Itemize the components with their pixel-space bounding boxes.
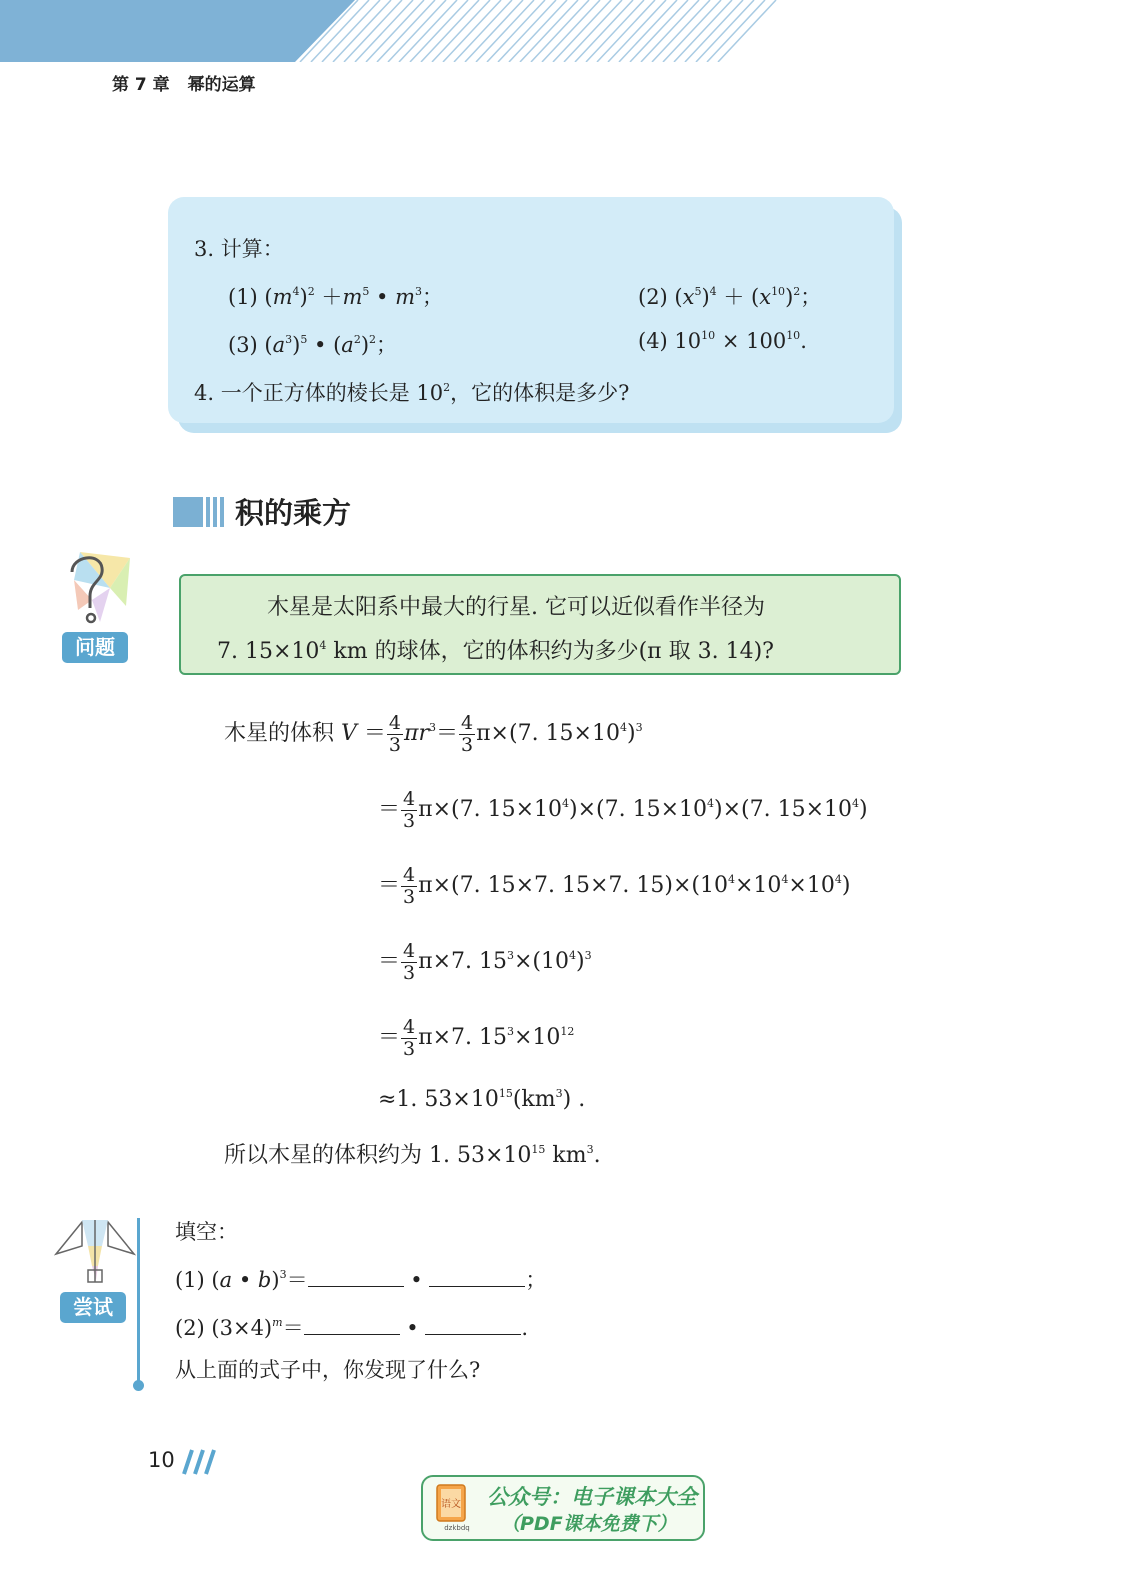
watermark-line-2: （PDF课本免费下） (501, 1513, 677, 1535)
problem-line-2: 7. $15\times 10^4$ km 的球体，它的体积约为多少(π 取 3. 14)? (217, 639, 774, 664)
page-number-slashes (174, 1448, 216, 1476)
chapter-number: 第 7 章 (112, 75, 170, 95)
header-stripe (487, 0, 545, 62)
solution-conclusion: 所以木星的体积约为 1. $53\times 10^{15}$ $km^3$. (224, 1143, 601, 1168)
header-stripe (399, 0, 457, 62)
header-stripes-graphic (0, 0, 1128, 62)
problem-line-1: 木星是太阳系中最大的行星. 它可以近似看作半径为 (267, 595, 765, 620)
book-badge-subtext: dzkbdq (444, 1524, 470, 1532)
try-label: 尝试 (60, 1292, 126, 1323)
header-stripe (674, 0, 732, 62)
fraction-four-thirds: $\frac{4}{3}$ (403, 1015, 416, 1060)
answer-blank[interactable] (425, 1316, 521, 1335)
exercise-3-label: 3. 计算： (194, 237, 284, 261)
header-stripe (575, 0, 633, 62)
header-stripe (432, 0, 490, 62)
try-section-rule (137, 1218, 140, 1386)
header-stripe (564, 0, 622, 62)
section-title: 积的乘方 (235, 496, 352, 530)
answer-blank[interactable] (429, 1268, 525, 1287)
fraction-four-thirds: $\frac{4}{3}$ (403, 787, 416, 832)
exercise-4: 4. 一个正方体的棱长是 $10^2$，它的体积是多少? (194, 381, 630, 405)
page-number: 10 (148, 1448, 175, 1472)
section-marker-block (173, 497, 203, 527)
header-stripe (707, 0, 765, 62)
watermark-badge (421, 1475, 705, 1541)
chapter-title: 幂的运算 (187, 75, 256, 95)
header-stripe (355, 0, 413, 62)
header-stripe (476, 0, 534, 62)
watermark-line-1: 公众号：电子课本大全 (487, 1485, 697, 1509)
header-stripe (696, 0, 754, 62)
fraction-four-thirds: $\frac{4}{3}$ (403, 863, 416, 908)
kite-icon (52, 1216, 138, 1288)
problem-box (179, 574, 901, 675)
try-question: 从上面的式子中，你发现了什么? (175, 1358, 481, 1382)
header-stripe (377, 0, 435, 62)
book-badge-text: 语文 (441, 1499, 461, 1510)
header-stripe (586, 0, 644, 62)
answer-blank[interactable] (308, 1268, 404, 1287)
header-stripe (509, 0, 567, 62)
solution-step-4: ＝ $\frac{4}{3}$ π×7. $15^3\times(10^4)^3$ (378, 939, 592, 984)
section-marker-bar (206, 497, 210, 527)
book-icon (431, 1483, 483, 1533)
fraction-four-thirds: $\frac{4}{3}$ (403, 939, 416, 984)
header-stripe (685, 0, 743, 62)
header-stripe (498, 0, 556, 62)
top-banner (0, 0, 1128, 62)
solution-step-2: ＝ $\frac{4}{3}$ π×(7. $15\times 10^4)\times(7$. $15\times 10^4)\times(7$. $15\times 10^4$) (378, 787, 868, 832)
answer-blank[interactable] (304, 1316, 400, 1335)
exercise-box (168, 197, 894, 423)
chapter-header (112, 70, 256, 95)
header-stripe (531, 0, 589, 62)
try-section-rule-end (133, 1380, 144, 1391)
header-stripe (641, 0, 699, 62)
header-stripe (421, 0, 479, 62)
header-stripe (630, 0, 688, 62)
header-stripe (520, 0, 578, 62)
exercise-3-2: (2) $(x^5)^4 + (x^{10})^2$； (638, 285, 822, 309)
header-stripe (465, 0, 523, 62)
problem-label: 问题 (62, 632, 128, 663)
try-item-2: (2) $(3\times 4)^m=$ • . (175, 1316, 528, 1340)
header-stripe (542, 0, 600, 62)
header-stripe (553, 0, 611, 62)
header-stripe (443, 0, 501, 62)
header-stripe (718, 0, 776, 62)
exercise-3-4: (4) $10^{10} \times 100^{10}$. (638, 329, 807, 353)
try-item-1: (1) (a • b)$^3$＝ • ； (175, 1268, 547, 1292)
fraction-four-thirds: $\frac{4}{3}$ (461, 711, 474, 756)
header-stripe (366, 0, 424, 62)
header-stripe (410, 0, 468, 62)
exercise-3-3: (3) $(a^3)^5$ • $(a^2)^2$； (228, 333, 398, 357)
header-stripe (608, 0, 666, 62)
header-stripe (652, 0, 710, 62)
solution-step-3: ＝ $\frac{4}{3}$ π×(7. 15×7. 15×7. $15)\times(10^4\times 10^4\times 10^4)$ (378, 863, 851, 908)
section-marker-bar (213, 497, 217, 527)
solution-step-5: ＝ $\frac{4}{3}$ π×7. $15^3\times 10^{12}$ (378, 1015, 575, 1060)
try-prompt: 填空： (175, 1220, 238, 1244)
fraction-four-thirds: $\frac{4}{3}$ (388, 711, 401, 756)
question-mark-icon (60, 548, 132, 630)
solution-step-6: ≈1. $53\times 10^{15}(km^3)$ . (378, 1087, 586, 1112)
header-stripe (388, 0, 446, 62)
header-stripe (597, 0, 655, 62)
section-marker-bar (220, 497, 224, 527)
header-stripe (344, 0, 402, 62)
header-stripe (619, 0, 677, 62)
solution-step-1: 木星的体积 V ＝ $\frac{4}{3}$ $\pi r^3=$ $\frac{4}{3}$ π×(7. $15\times 10^4)^3$ (224, 711, 643, 756)
exercise-3-1: (1) $(m^4)^2 +m^5$ • $m^3$； (228, 285, 444, 309)
header-stripe (454, 0, 512, 62)
header-stripe (663, 0, 721, 62)
